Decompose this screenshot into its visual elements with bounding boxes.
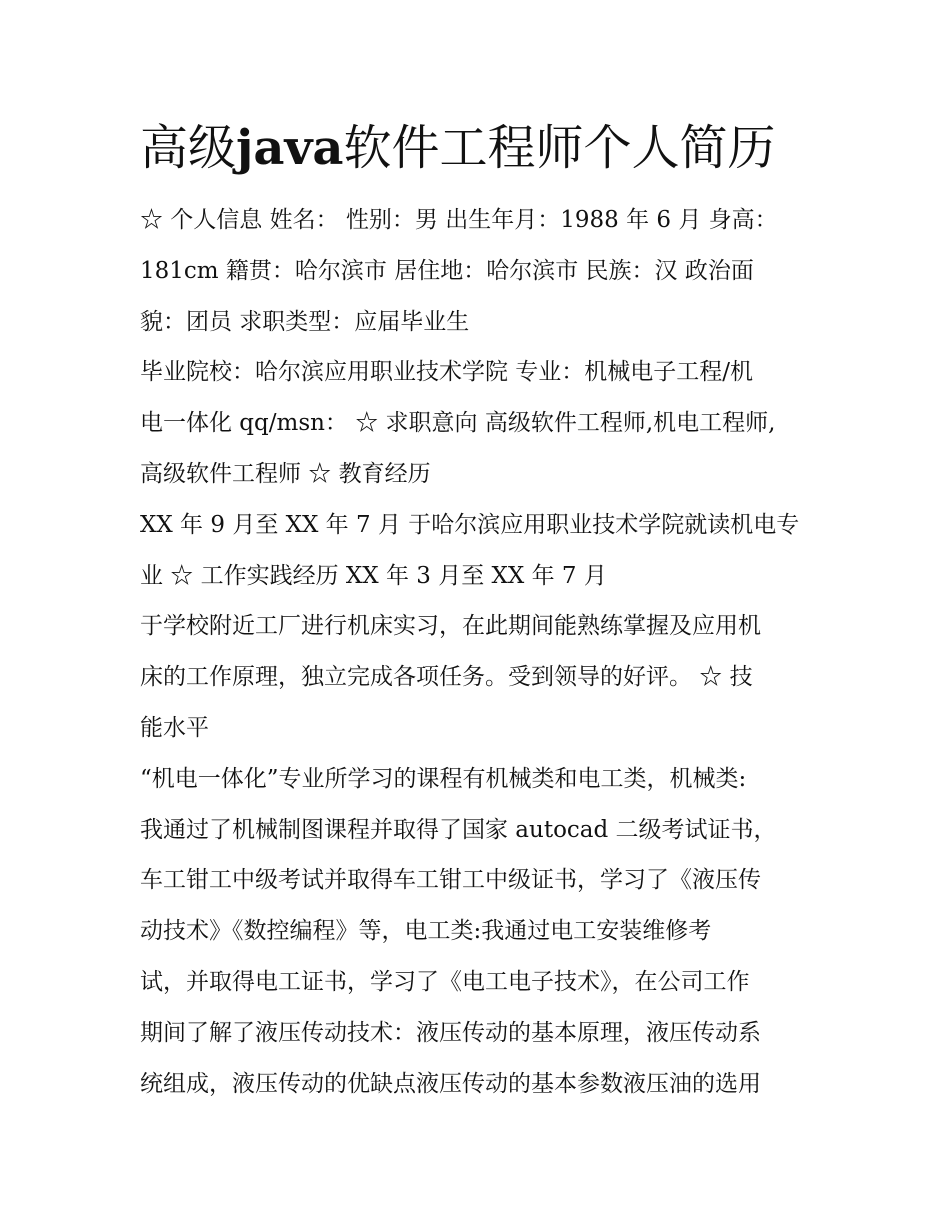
text-line: 车工钳工中级考试并取得车工钳工中级证书，学习了《液压传 [140,867,761,894]
text-line: 能水平 [140,714,209,741]
text-line: 动技术》《数控编程》等，电工类:我通过电工安装维修考 [140,918,712,945]
title-cjk-suffix: 软件工程师个人简历 [343,120,776,176]
text-line: ☆ 个人信息 姓名： 性别：男 出生年月：1988 年 6 月 身高： [140,207,778,233]
text-line: 我通过了机械制图课程并取得了国家 autocad 二级考试证书， [140,816,777,843]
text-line: 统组成，液压传动的优缺点液压传动的基本参数液压油的选用 [140,1070,761,1097]
text-line: 电一体化 qq/msn： ☆ 求职意向 高级软件工程师,机电工程师, [140,410,776,437]
text-line: 床的工作原理，独立完成各项任务。受到领导的好评。 ☆ 技 [140,664,753,691]
title-cjk-prefix: 高级 [140,120,237,176]
text-line: 毕业院校：哈尔滨应用职业技术学院 专业：机械电子工程/机 [140,359,754,386]
text-line: 高级软件工程师 ☆ 教育经历 [140,460,431,487]
title-latin: java [236,120,344,176]
text-line: XX 年 9 月至 XX 年 7 月 于哈尔滨应用职业技术学院就读机电专 [140,511,800,538]
text-line: 期间了解了液压传动技术：液压传动的基本原理，液压传动系 [140,1019,761,1046]
text-line: “机电一体化”专业所学习的课程有机械类和电工类，机械类: [140,765,747,792]
resume-body [140,195,830,1109]
text-line: 貌：团员 求职类型：应届毕业生 [140,308,470,335]
text-line: 于学校附近工厂进行机床实习，在此期间能熟练掌握及应用机 [140,613,761,640]
document-title [140,118,840,178]
text-line: 181cm 籍贯：哈尔滨市 居住地：哈尔滨市 民族：汉 政治面 [140,257,754,284]
text-line: 试，并取得电工证书，学习了《电工电子技术》，在公司工作 [140,968,750,995]
text-line: 业 ☆ 工作实践经历 XX 年 3 月至 XX 年 7 月 [140,562,607,589]
